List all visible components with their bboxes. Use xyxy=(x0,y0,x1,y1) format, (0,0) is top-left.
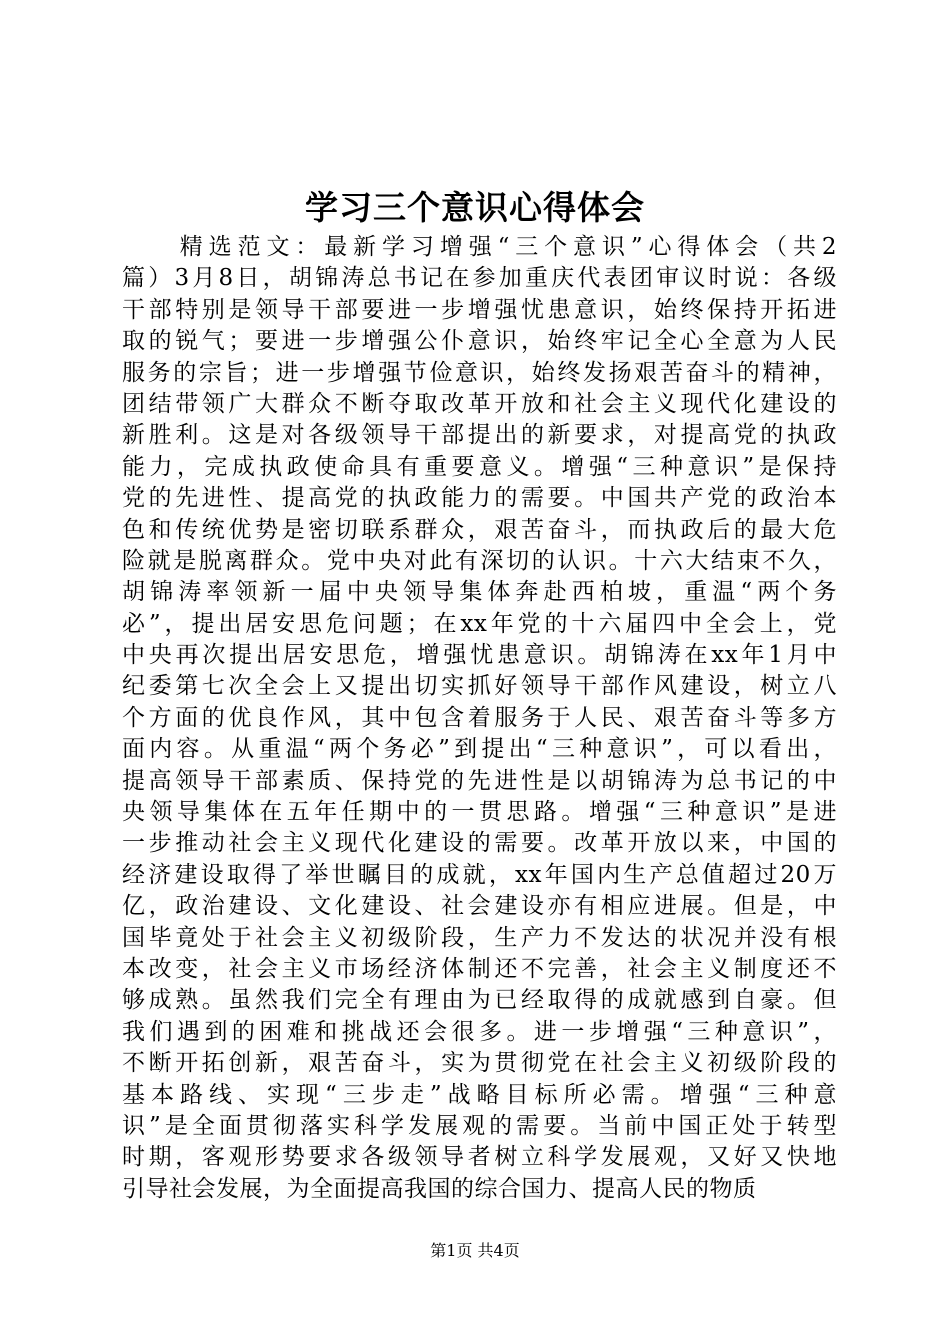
body-line: 精选范文：最新学习增强“三个意识”心得体会（共2 xyxy=(122,234,837,260)
body-line: 亿，政治建设、文化建设、社会建设亦有相应进展。但是，中 xyxy=(122,893,837,920)
body-line: 团结带领广大群众不断夺取改革开放和社会主义现代化建设的 xyxy=(122,390,837,417)
body-line: 不断开拓创新，艰苦奋斗，实为贯彻党在社会主义初级阶段的 xyxy=(122,1050,837,1077)
body-line: 经济建设取得了举世瞩目的成就，xx年国内生产总值超过20万 xyxy=(122,861,837,888)
body-line: 服务的宗旨；进一步增强节俭意识，始终发扬艰苦奋斗的精神， xyxy=(122,359,837,386)
body-line: 篇）3月8日，胡锦涛总书记在参加重庆代表团审议时说：各级 xyxy=(122,265,837,292)
body-line: 央领导集体在五年任期中的一贯思路。增强“三种意识”是进 xyxy=(122,799,837,826)
body-line: 我们遇到的困难和挑战还会很多。进一步增强“三种意识”， xyxy=(122,1018,837,1045)
body-line: 取的锐气；要进一步增强公仆意识，始终牢记全心全意为人民 xyxy=(122,328,837,355)
body-line: 引导社会发展，为全面提高我国的综合国力、提高人民的物质 xyxy=(122,1175,757,1202)
document-body xyxy=(122,232,837,1205)
body-line: 色和传统优势是密切联系群众，艰苦奋斗，而执政后的最大危 xyxy=(122,516,837,543)
body-line: 险就是脱离群众。党中央对此有深切的认识。十六大结束不久， xyxy=(122,547,837,574)
body-line: 一步推动社会主义现代化建设的需要。改革开放以来，中国的 xyxy=(122,830,837,857)
body-line: 新胜利。这是对各级领导干部提出的新要求，对提高党的执政 xyxy=(122,422,837,449)
body-line: 中央再次提出居安思危，增强忧患意识。胡锦涛在xx年1月中 xyxy=(122,642,837,669)
body-line: 干部特别是领导干部要进一步增强忧患意识，始终保持开拓进 xyxy=(122,296,837,323)
body-line: 个方面的优良作风，其中包含着服务于人民、艰苦奋斗等多方 xyxy=(122,704,837,731)
body-line: 本改变，社会主义市场经济体制还不完善，社会主义制度还不 xyxy=(122,955,837,982)
body-line: 能力，完成执政使命具有重要意义。增强“三种意识”是保持 xyxy=(122,453,837,480)
body-line: 提高领导干部素质、保持党的先进性是以胡锦涛为总书记的中 xyxy=(122,767,837,794)
body-line: 够成熟。虽然我们完全有理由为已经取得的成就感到自豪。但 xyxy=(122,987,837,1014)
body-line: 时期，客观形势要求各级领导者树立科学发展观，又好又快地 xyxy=(122,1144,837,1171)
body-line: 国毕竟处于社会主义初级阶段，生产力不发达的状况并没有根 xyxy=(122,924,837,951)
body-line: 党的先进性、提高党的执政能力的需要。中国共产党的政治本 xyxy=(122,485,837,512)
body-line: 必”，提出居安思危问题；在xx年党的十六届四中全会上，党 xyxy=(122,610,837,637)
body-line: 识”是全面贯彻落实科学发展观的需要。当前中国正处于转型 xyxy=(122,1112,837,1139)
page-footer: 第1页 共4页 xyxy=(430,1241,520,1260)
body-line: 胡锦涛率领新一届中央领导集体奔赴西柏坡，重温“两个务 xyxy=(122,579,837,606)
document-title: 学习三个意识心得体会 xyxy=(305,188,645,227)
body-line: 基本路线、实现“三步走”战略目标所必需。增强“三种意 xyxy=(122,1081,837,1108)
body-line: 纪委第七次全会上又提出切实抓好领导干部作风建设，树立八 xyxy=(122,673,837,700)
body-line: 面内容。从重温“两个务必”到提出“三种意识”，可以看出， xyxy=(122,736,837,763)
